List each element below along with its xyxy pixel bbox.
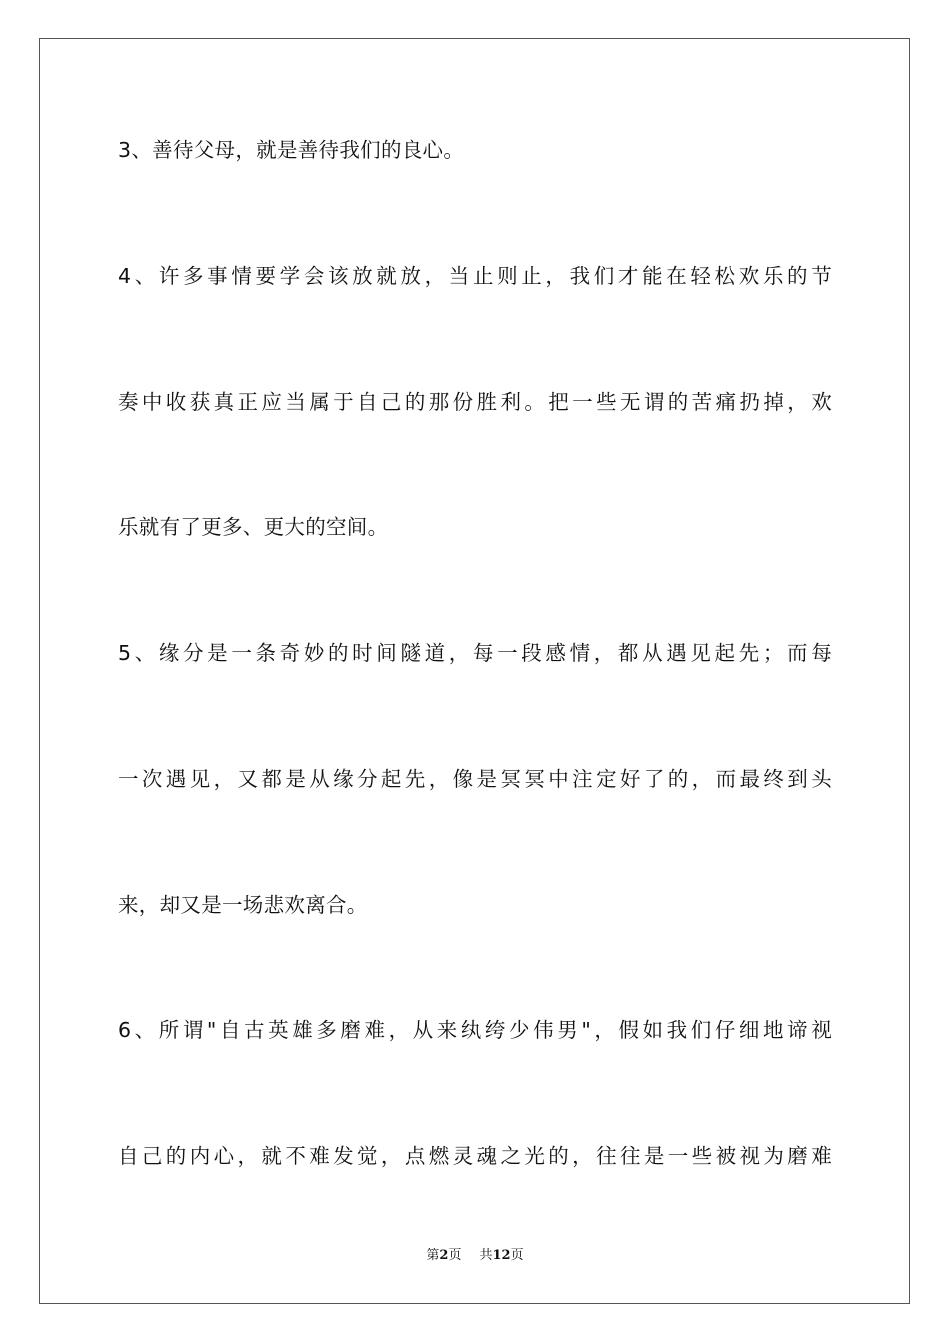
text-line-2: 4、许多事情要学会该放就放，当止则止，我们才能在轻松欢乐的节	[118, 264, 832, 288]
text-line-9: 自己的内心，就不难发觉，点燃灵魂之光的，往往是一些被视为磨难	[118, 1144, 832, 1168]
total-pages	[479, 1247, 523, 1265]
total-prefix: 共	[479, 1248, 493, 1263]
text-line-8: 6、所谓"自古英雄多磨难，从来纨绔少伟男"，假如我们仔细地谛视	[118, 1018, 832, 1042]
total-count: 12	[492, 1248, 511, 1263]
text-line-3: 奏中收获真正应当属于自己的那份胜利。把一些无谓的苦痛扔掉，欢	[118, 390, 832, 414]
text-line-6: 一次遇见，又都是从缘分起先，像是冥冥中注定好了的，而最终到头	[118, 767, 832, 791]
text-line-7: 来，却又是一场悲欢离合。	[118, 893, 368, 917]
text-line-5: 5、缘分是一条奇妙的时间隧道，每一段感情，都从遇见起先；而每	[118, 641, 832, 665]
text-line-1: 3、善待父母，就是善待我们的良心。	[118, 138, 465, 162]
page-number	[426, 1247, 461, 1265]
page-current: 2	[439, 1248, 449, 1263]
total-suffix: 页	[510, 1248, 524, 1263]
page-prefix: 第	[426, 1248, 440, 1263]
page-suffix: 页	[448, 1248, 462, 1263]
text-line-4: 乐就有了更多、更大的空间。	[118, 515, 389, 539]
page-frame	[39, 38, 910, 1304]
page-footer	[0, 1247, 950, 1265]
